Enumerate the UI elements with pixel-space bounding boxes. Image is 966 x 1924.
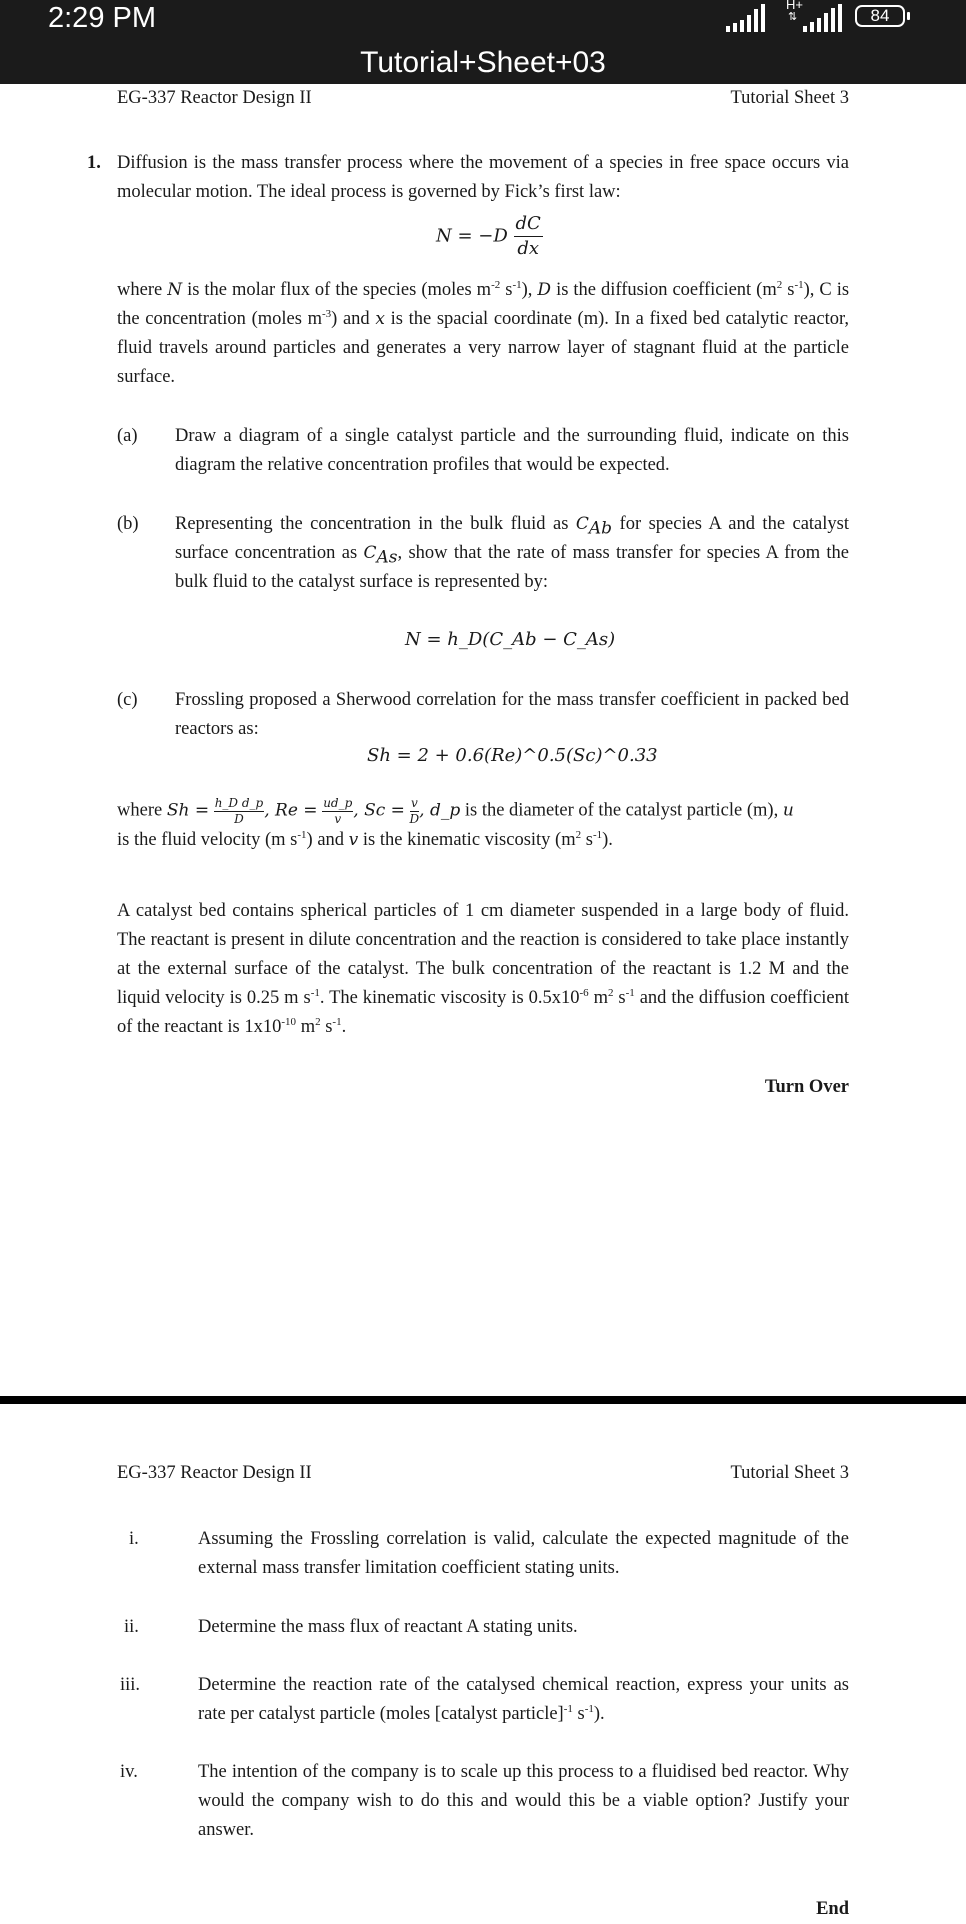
text: m [593, 988, 608, 1008]
text: is the kinematic viscosity (m [362, 830, 576, 850]
exponent: 2 [776, 278, 783, 291]
text: Determine the reaction rate of the catalysed chemical reaction, express your units as rate per catalyst particle (moles [catalyst particle] [198, 1675, 849, 1724]
symbol-sc: , Sc = [353, 800, 405, 821]
eq1-fraction [514, 212, 543, 261]
sherwood-equation: Sh = 2 + 0.6(Re)^0.5(Sc)^0.33 [367, 745, 658, 766]
text: A catalyst bed contains spherical particles of 1 cm diameter suspended in a large body of fluid. The reactant is present in dilute concentration and the reaction is considered to take place instantly at the external surface of the catalyst. The bulk concentration of the reactant is 1.2 M and the liquid velocity is 0.25 m s [117, 901, 849, 1008]
symbol-sh: Sh = [166, 800, 210, 821]
text: ) and [331, 309, 370, 329]
text: s [577, 1704, 585, 1724]
part-b-label: (b) [117, 514, 139, 534]
text: Representing the concentration in the bulk fluid as [175, 514, 569, 534]
symbol-v: v [348, 830, 359, 850]
denominator: D [409, 812, 420, 826]
mass-transfer-equation: N = h_D(C_Ab − C_As) [405, 629, 616, 650]
text: . [341, 1017, 347, 1037]
text: s [585, 830, 593, 850]
document-page-2 [0, 1404, 966, 1920]
numerator: h_D d_p [214, 796, 264, 810]
symbol-n: N [167, 280, 183, 300]
page-divider [0, 1396, 966, 1404]
catalyst-bed-paragraph [117, 897, 849, 1042]
part-a-text: Draw a diagram of a single catalyst particle and the surrounding fluid, indicate on this diagram the relative concentration profiles that would be expected. [175, 426, 849, 475]
text: ), C is the concentration (moles m [117, 280, 850, 329]
item-iv-label: iv. [120, 1762, 138, 1782]
symbol-d: D [537, 280, 552, 300]
header-left: EG-337 Reactor Design II [117, 88, 312, 108]
item-iii-text [198, 1671, 849, 1729]
exponent: -1 [584, 1702, 594, 1715]
text: is the molar flux of the species (moles m [187, 280, 492, 300]
item-i-text: Assuming the Frossling correlation is valid, calculate the expected magnitude of the external mass transfer limitation coefficient stating units. [198, 1529, 849, 1578]
exponent: -2 [491, 278, 501, 291]
text: where [117, 800, 163, 821]
question-intro: Diffusion is the mass transfer process where the movement of a species in free space occurs via molecular motion. The ideal process is governed by Fick’s first law: [117, 153, 849, 202]
end-label: End [816, 1899, 849, 1919]
exponent: -1 [297, 828, 307, 841]
exponent: -1 [332, 1015, 342, 1028]
part-a-label: (a) [117, 426, 138, 446]
symbol-u: u [782, 800, 794, 821]
item-ii-text: Determine the mass flux of reactant A stating units. [198, 1617, 578, 1637]
text: is the spacial coordinate (m). In a fixed bed catalytic reactor, fluid travels around particles and generates a very narrow layer of stagnant fluid at the particle surface. [117, 309, 850, 387]
exponent: -1 [592, 828, 603, 841]
part-c-text: Frossling proposed a Sherwood correlation for the mass transfer coefficient in packed bed reactors as: [175, 690, 849, 739]
exponent: -1 [794, 278, 804, 291]
text: , show that the rate of mass transfer for species A from the bulk fluid to the catalyst surface is represented by: [175, 543, 850, 592]
document-title: Tutorial+Sheet+03 [360, 46, 606, 79]
text: is the fluid velocity (m s [117, 830, 298, 850]
denominator: v [334, 812, 342, 826]
sh-fraction [214, 796, 265, 826]
symbol-re: , Re = [264, 800, 318, 821]
exponent: -1 [310, 986, 320, 999]
text: s [787, 280, 795, 300]
exponent: -1 [512, 278, 522, 291]
text: ). [593, 1704, 605, 1724]
exponent: -3 [321, 307, 332, 320]
definitions-line-1 [117, 796, 849, 826]
exponent: -1 [625, 986, 635, 999]
data-transfer-icon: ⇅ [788, 10, 798, 23]
text: is the diffusion coefficient (m [556, 280, 777, 300]
header-right: Tutorial Sheet 3 [730, 88, 849, 108]
numerator: v [410, 796, 418, 810]
clock: 2:29 PM [48, 2, 156, 34]
sc-fraction [410, 796, 420, 826]
text: for species A and the catalyst surface concentration as [175, 514, 849, 563]
subscript: Ab [588, 518, 613, 539]
exponent: 2 [607, 986, 614, 999]
numerator: ud_p [323, 796, 353, 810]
eq1-denominator: dx [517, 238, 540, 259]
symbol-cas: C [363, 543, 377, 563]
question-number: 1. [87, 153, 101, 173]
text: ). [602, 830, 613, 850]
header-left: EG-337 Reactor Design II [117, 1463, 312, 1483]
item-ii-label: ii. [124, 1617, 139, 1637]
header-right: Tutorial Sheet 3 [730, 1463, 849, 1483]
symbol-x: x [375, 309, 385, 329]
text: . The kinematic viscosity is 0.5x10 [319, 988, 580, 1008]
exponent: -10 [281, 1015, 297, 1028]
turn-over-label: Turn Over [764, 1077, 849, 1097]
eq1-lhs: N = −D [436, 225, 508, 247]
exponent: -6 [579, 986, 589, 999]
battery-icon: 84 [855, 5, 905, 27]
part-c-label: (c) [117, 690, 138, 710]
exponent: 2 [315, 1015, 321, 1028]
ficks-law-equation [436, 212, 543, 261]
denominator: D [234, 812, 244, 826]
item-i-label: i. [129, 1529, 139, 1549]
text: ), [521, 280, 533, 300]
part-b-text [175, 510, 849, 597]
where-paragraph [117, 276, 849, 392]
symbol-cab: C [575, 514, 589, 534]
definitions-paragraph [117, 796, 849, 855]
item-iv-text: The intention of the company is to scale up this process to a fluidised bed reactor. Why would the company wish to do this and would this be a viable option? Justify your answer. [198, 1762, 849, 1840]
text: m [300, 1017, 316, 1037]
eq1-numerator: dC [514, 212, 543, 237]
text: is the diameter of the catalyst particle (m), [464, 800, 779, 821]
text: s [505, 280, 513, 300]
exponent: -1 [563, 1702, 573, 1715]
text: s [325, 1017, 333, 1037]
item-iii-label: iii. [120, 1675, 141, 1695]
subscript: As [376, 547, 398, 568]
network-type-label: H+ [786, 0, 803, 12]
text: where [117, 280, 163, 300]
exponent: 2 [575, 828, 582, 841]
text: s [618, 988, 626, 1008]
symbol-dp: , d_p [419, 800, 461, 821]
text: ) and [306, 830, 345, 850]
re-fraction [322, 796, 353, 826]
definitions-line-2 [117, 826, 849, 855]
text: and the diffusion coefficient of the reactant is 1x10 [117, 988, 850, 1037]
